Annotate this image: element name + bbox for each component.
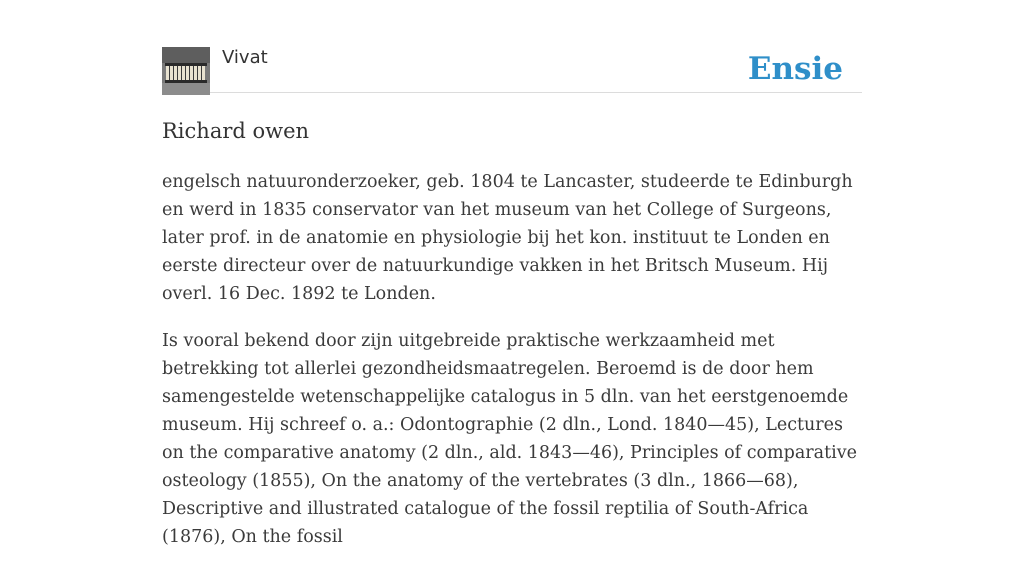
article-paragraph: engelsch natuuronderzoeker, geb. 1804 te Lancaster, studeerde te Edinburgh en werd in 1835 conservator van het museum van het College of Surgeons, later prof. in de anatomie en physiologie bij het kon. instituut te Londen en eerste directeur over de natuurkundige vakken in het Britsch Museum. Hij overl. 16 Dec. 1892 te Londen.: [162, 172, 853, 304]
header: [162, 46, 862, 93]
article-paragraph: Is vooral bekend door zijn uitgebreide praktische werkzaamheid met betrekking tot allerlei gezondheidsmaatregelen. Beroemd is de door hem samengestelde wetenschappelijke catalogus in 5 dln. van het eerstgenoemde museum. Hij schreef o. a.: Odontographie (2 dln., Lond. 1840—45), Lectures on the comparative anatomy (2 dln., ald. 1843—46), Principles of comparative osteology (1855), On the anatomy of the vertebrates (3 dln., 1866—68), Descriptive and illustrated catalogue of the fossil reptilia of South-Africa (1876), On the fossil: [162, 331, 857, 547]
article-body: [162, 168, 862, 570]
article-title: Richard owen: [162, 119, 310, 143]
source-name[interactable]: Vivat: [222, 47, 268, 68]
brand-logo[interactable]: Ensie: [747, 51, 843, 87]
bookshelf-image-icon: [162, 47, 210, 95]
source-avatar[interactable]: [162, 47, 210, 95]
